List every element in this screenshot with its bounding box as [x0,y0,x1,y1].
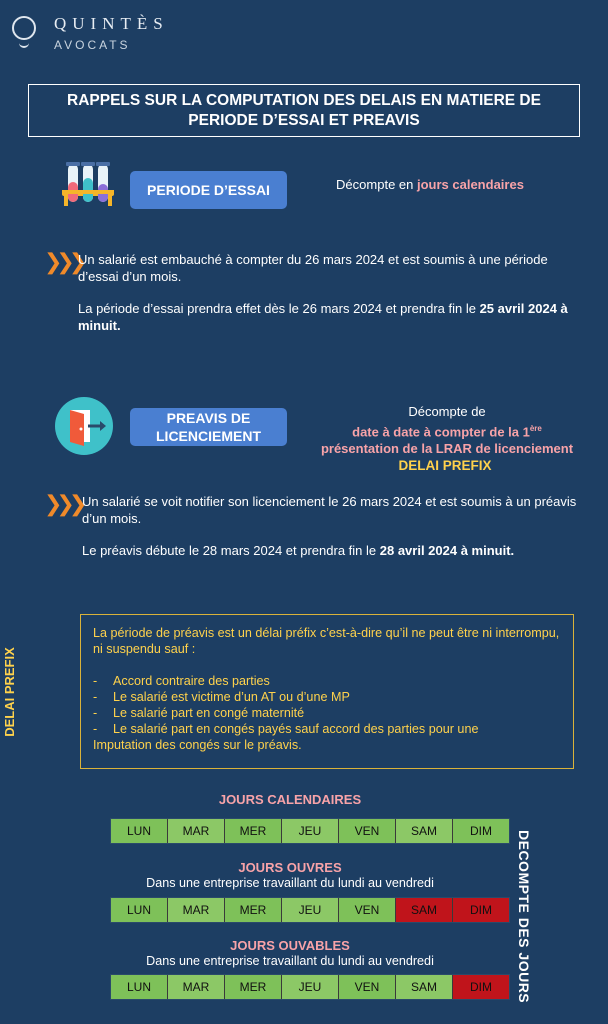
delai-prefix-box [80,614,574,769]
decompte-des-jours-vertical-label: DECOMPTE DES JOURS [516,830,532,1004]
list-item: - Le salarié est victime d’un AT ou d’une MP [93,689,561,705]
para-text: Le préavis débute le 28 mars 2024 et prendra fin le [82,543,380,558]
chevron-right-icon: ❯❯❯ [44,249,82,274]
chevron-right-icon: ❯❯❯ [44,491,82,516]
day-cell: DIM [453,898,509,922]
exit-door-icon [54,396,114,456]
note-sup: ère [529,424,542,433]
logo-icon [12,16,36,40]
ouvres-days-row [110,897,510,923]
jours-calendaires-title: JOURS CALENDAIRES [218,792,362,807]
day-cell: LUN [111,898,168,922]
delai-prefix-vertical-label: DELAI PREFIX [2,647,17,737]
jours-ouvres-title: JOURS OUVRES [238,860,342,875]
preavis-para-2 [82,542,582,559]
preavis-badge: PREAVIS DE LICENCIEMENT [130,408,287,446]
list-item: - Le salarié part en congé maternité [93,705,561,721]
note-highlight: jours calendaires [416,177,524,192]
para-bold: 28 avril 2024 à minuit. [379,543,515,558]
day-cell: MER [225,898,282,922]
day-cell: MAR [168,898,225,922]
logo-subtitle: AVOCATS [54,38,131,52]
calendaires-days-row [110,818,510,844]
day-cell: DIM [453,975,509,999]
jours-ouvrables-title: JOURS OUVABLES [230,938,350,953]
day-cell: MAR [168,819,225,843]
ouvrables-days-row [110,974,510,1000]
day-cell: JEU [282,975,339,999]
note-line-1: Décompte de [408,404,486,419]
day-cell: LUN [111,975,168,999]
jours-ouvrables-sub: Dans une entreprise travaillant du lundi au vendredi [146,954,434,968]
page-title: RAPPELS SUR LA COMPUTATION DES DELAIS EN MATIERE DE PERIODE D’ESSAI ET PREAVIS [28,84,580,137]
note-line-2-text: date à date à compter de la 1 [352,424,530,440]
prefix-list [93,673,561,737]
day-cell: VEN [339,898,396,922]
para-text: La période d’essai prendra effet dès le 26 mars 2024 et prendra fin le [78,301,480,316]
day-cell: DIM [453,819,509,843]
day-cell: SAM [396,975,453,999]
list-item: - Le salarié part en congés payés sauf accord des parties pour une [93,721,561,737]
day-cell: VEN [339,975,396,999]
logo-name: QUINTÈS [54,14,169,33]
periode-essai-badge: PERIODE D’ESSAI [130,171,287,209]
prefix-tail: Imputation des congés sur le préavis. [93,738,302,752]
day-cell: SAM [396,898,453,922]
periode-para-1: Un salarié est embauché à compter du 26 mars 2024 et est soumis à une période d’essai d’un mois. [78,252,548,284]
day-cell: LUN [111,819,168,843]
note-prefix: Décompte en [336,177,417,192]
day-cell: MER [225,819,282,843]
list-item: - Accord contraire des parties [93,673,561,689]
day-cell: MER [225,975,282,999]
jours-ouvres-sub: Dans une entreprise travaillant du lundi au vendredi [146,876,434,890]
day-cell: JEU [282,819,339,843]
note-line-3: présentation de la LRAR de licenciement [320,441,574,457]
prefix-intro: La période de préavis est un délai préfix c’est-à-dire qu’il ne peut être ni interrompu, ni suspendu sauf : [93,626,560,656]
day-cell: SAM [396,819,453,843]
note-line-2 [302,420,592,440]
preavis-decompte-note [302,403,592,457]
test-tubes-icon [60,160,116,208]
day-cell: JEU [282,898,339,922]
periode-para-2 [78,300,588,334]
day-cell: MAR [168,975,225,999]
periode-decompte-note [300,176,560,193]
preavis-para-1: Un salarié se voit notifier son licenciement le 26 mars 2024 et est soumis à un préavis d’un mois. [82,494,577,526]
day-cell: VEN [339,819,396,843]
para-bold: 25 avril 2024 à minuit. [78,301,568,333]
preavis-delai-prefix-label: DELAI PREFIX [398,458,492,473]
